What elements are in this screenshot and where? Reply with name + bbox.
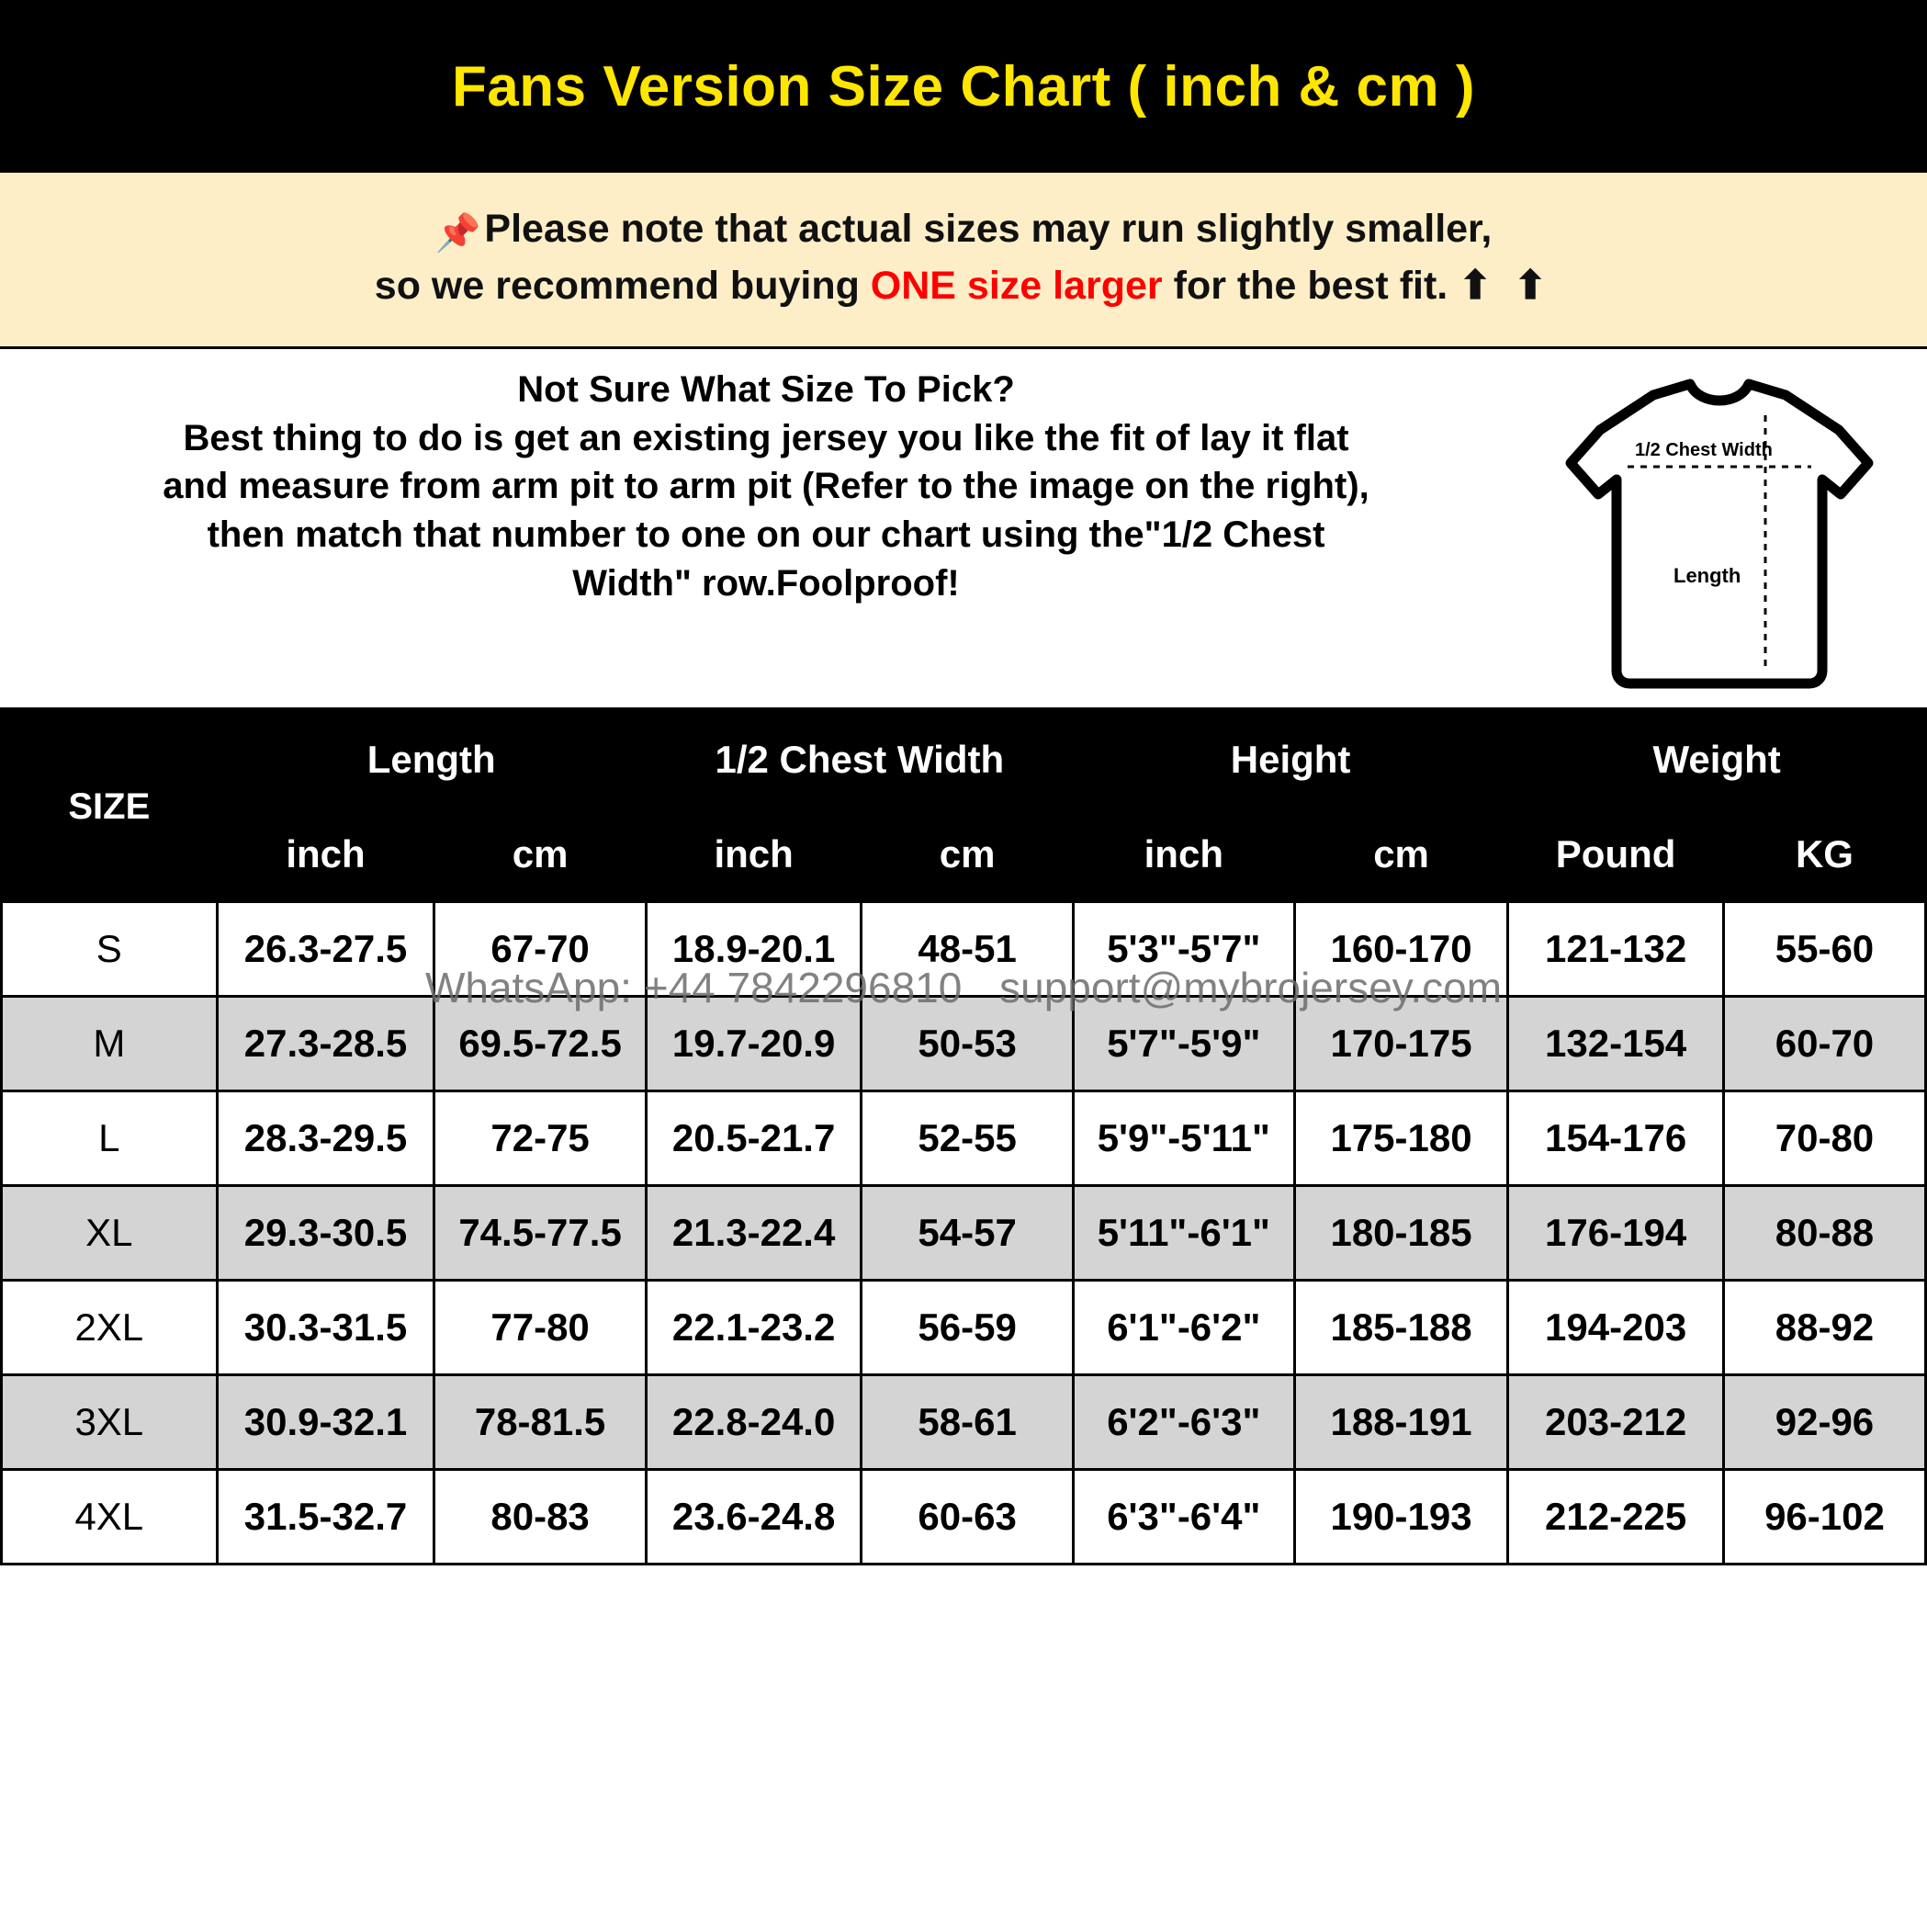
cell-chest-cm: 54-57: [862, 1185, 1073, 1280]
table-unit-header-row: [2, 807, 1926, 901]
cell-length-inch: 28.3-29.5: [217, 1090, 434, 1185]
table-row: [2, 996, 1926, 1090]
watermark-email: support@mybrojersey.com: [999, 964, 1503, 1011]
cell-weight-pound: 176-194: [1508, 1185, 1724, 1280]
cell-height-inch: 5'3"-5'7": [1073, 901, 1294, 996]
cell-weight-kg: 96-102: [1723, 1469, 1925, 1564]
cell-height-cm: 160-170: [1294, 901, 1508, 996]
cell-length-cm: 72-75: [434, 1090, 646, 1185]
table-head: [2, 712, 1926, 901]
cell-weight-pound: 212-225: [1508, 1469, 1724, 1564]
note-band: [0, 173, 1927, 349]
table-row: [2, 1090, 1926, 1185]
cell-weight-pound: 203-212: [1508, 1374, 1724, 1469]
cell-chest-cm: 56-59: [862, 1280, 1073, 1374]
cell-length-cm: 69.5-72.5: [434, 996, 646, 1090]
cell-height-inch: 5'11"-6'1": [1073, 1185, 1294, 1280]
cell-chest-inch: 22.8-24.0: [646, 1374, 862, 1469]
up-arrows-icon: ⬆ ⬆: [1459, 264, 1553, 309]
cell-weight-kg: 55-60: [1723, 901, 1925, 996]
note-text-2-post: for the best fit.: [1162, 264, 1459, 309]
page-title: Fans Version Size Chart ( inch & cm ): [451, 54, 1476, 119]
header-weight-kg: KG: [1723, 807, 1925, 901]
cell-length-inch: 29.3-30.5: [217, 1185, 434, 1280]
cell-height-inch: 6'3"-6'4": [1073, 1469, 1294, 1564]
header-length-cm: cm: [434, 807, 646, 901]
cell-weight-kg: 60-70: [1723, 996, 1925, 1090]
cell-height-inch: 6'1"-6'2": [1073, 1280, 1294, 1374]
cell-chest-inch: 22.1-23.2: [646, 1280, 862, 1374]
cell-length-cm: 74.5-77.5: [434, 1185, 646, 1280]
header-chest-cm: cm: [862, 807, 1073, 901]
cell-height-inch: 6'2"-6'3": [1073, 1374, 1294, 1469]
cell-height-inch: 5'9"-5'11": [1073, 1090, 1294, 1185]
cell-height-cm: 170-175: [1294, 996, 1508, 1090]
cell-chest-cm: 50-53: [862, 996, 1073, 1090]
help-text-block: [15, 369, 1527, 608]
table-row: [2, 1185, 1926, 1280]
header-length-inch: inch: [217, 807, 434, 901]
cell-weight-kg: 80-88: [1723, 1185, 1925, 1280]
help-body-line-3: then match that number to one on our chart using the"1/2 Chest: [207, 514, 1325, 556]
cell-weight-kg: 70-80: [1723, 1090, 1925, 1185]
note-text-1: Please note that actual sizes may run slightly smaller,: [484, 207, 1493, 251]
cell-height-cm: 190-193: [1294, 1469, 1508, 1564]
cell-length-cm: 78-81.5: [434, 1374, 646, 1469]
help-section: [0, 349, 1927, 711]
table-group-header-row: [2, 712, 1926, 807]
tshirt-diagram-icon: [1536, 378, 1903, 691]
header-weight-pound: Pound: [1508, 807, 1724, 901]
note-highlight: ONE size larger: [870, 264, 1163, 309]
header-size: SIZE: [2, 712, 218, 901]
note-line-2: [18, 257, 1909, 314]
help-body-line-2: and measure from arm pit to arm pit (Refer to the image on the right),: [163, 466, 1369, 507]
cell-chest-inch: 19.7-20.9: [646, 996, 862, 1090]
size-table: [0, 711, 1927, 1565]
cell-size: 3XL: [2, 1374, 218, 1469]
header-chest-inch: inch: [646, 807, 862, 901]
table-row: [2, 901, 1926, 996]
cell-height-cm: 185-188: [1294, 1280, 1508, 1374]
cell-length-cm: 67-70: [434, 901, 646, 996]
watermark-whatsapp: WhatsApp: +44 7842296810: [424, 964, 963, 1011]
cell-size: 4XL: [2, 1469, 218, 1564]
cell-chest-cm: 60-63: [862, 1469, 1073, 1564]
cell-chest-cm: 48-51: [862, 901, 1073, 996]
cell-chest-cm: 52-55: [862, 1090, 1073, 1185]
cell-weight-pound: 132-154: [1508, 996, 1724, 1090]
cell-height-cm: 188-191: [1294, 1374, 1508, 1469]
cell-height-cm: 175-180: [1294, 1090, 1508, 1185]
cell-height-inch: 5'7"-5'9": [1073, 996, 1294, 1090]
cell-chest-cm: 58-61: [862, 1374, 1073, 1469]
length-label: Length: [1673, 563, 1741, 587]
help-heading: Not Sure What Size To Pick?: [517, 368, 1015, 410]
cell-length-inch: 31.5-32.7: [217, 1469, 434, 1564]
header-group-weight: Weight: [1508, 712, 1926, 807]
cell-size: S: [2, 901, 218, 996]
chest-width-label: 1/2 Chest Width: [1635, 439, 1773, 460]
cell-length-inch: 30.9-32.1: [217, 1374, 434, 1469]
table-body: [2, 901, 1926, 1564]
cell-size: M: [2, 996, 218, 1090]
header-group-length: Length: [217, 712, 646, 807]
cell-weight-kg: 88-92: [1723, 1280, 1925, 1374]
table-row: [2, 1469, 1926, 1564]
cell-weight-pound: 194-203: [1508, 1280, 1724, 1374]
cell-length-cm: 77-80: [434, 1280, 646, 1374]
cell-size: 2XL: [2, 1280, 218, 1374]
cell-size: L: [2, 1090, 218, 1185]
title-bar: [0, 0, 1927, 173]
header-height-inch: inch: [1073, 807, 1294, 901]
cell-chest-inch: 21.3-22.4: [646, 1185, 862, 1280]
cell-weight-pound: 154-176: [1508, 1090, 1724, 1185]
cell-weight-kg: 92-96: [1723, 1374, 1925, 1469]
cell-chest-inch: 18.9-20.1: [646, 901, 862, 996]
cell-length-cm: 80-83: [434, 1469, 646, 1564]
cell-chest-inch: 23.6-24.8: [646, 1469, 862, 1564]
pushpin-icon: 📌: [434, 213, 481, 254]
cell-length-inch: 26.3-27.5: [217, 901, 434, 996]
table-row: [2, 1374, 1926, 1469]
header-height-cm: cm: [1294, 807, 1508, 901]
help-body-line-4: Width" row.Foolproof!: [572, 563, 960, 604]
note-text-2-pre: so we recommend buying: [374, 264, 871, 309]
note-line-1: [18, 200, 1909, 257]
cell-chest-inch: 20.5-21.7: [646, 1090, 862, 1185]
cell-length-inch: 27.3-28.5: [217, 996, 434, 1090]
cell-height-cm: 180-185: [1294, 1185, 1508, 1280]
shirt-diagram-wrap: [1527, 369, 1912, 691]
cell-weight-pound: 121-132: [1508, 901, 1724, 996]
cell-size: XL: [2, 1185, 218, 1280]
help-body-line-1: Best thing to do is get an existing jersey you like the fit of lay it flat: [183, 417, 1349, 458]
header-group-height: Height: [1073, 712, 1507, 807]
header-group-chest: 1/2 Chest Width: [646, 712, 1073, 807]
table-row: [2, 1280, 1926, 1374]
cell-length-inch: 30.3-31.5: [217, 1280, 434, 1374]
